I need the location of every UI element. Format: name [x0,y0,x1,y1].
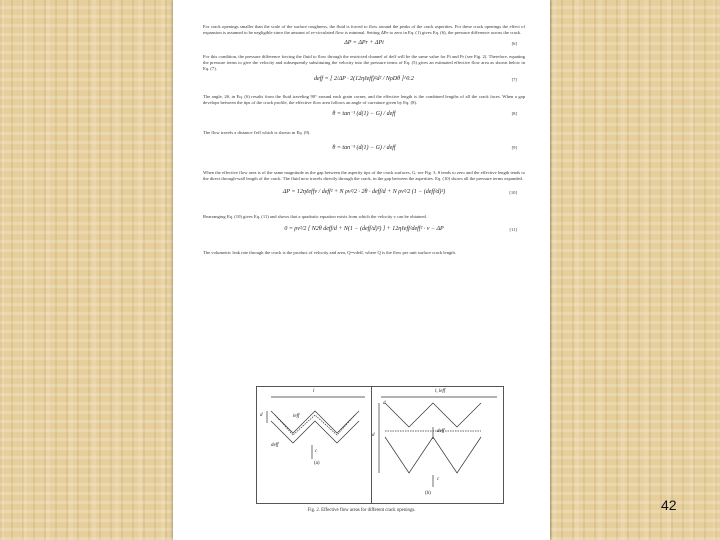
equation-8-number: [8] [511,111,517,116]
equation-11-text: 0 = ρv²/2 [ N2θ deff/d + N(1 − (deff/d)²) ] + 12ηℓeff/deff² · v − ΔP [284,226,444,232]
upper-crack-face-a [271,411,359,433]
paragraph-4: The flow travels a distance ℓeff which is shown in Eq. (9). [203,130,311,135]
equation-9-text: θ = tan⁻¹ (d(1) − G) / deff [332,145,396,151]
label-l: l [313,389,315,394]
label-d-right: d [372,433,375,438]
equation-11 [203,220,525,244]
figure-divider [371,387,372,503]
label-d-top: d [383,401,386,406]
equation-10 [203,182,525,208]
equation-11-number: [11] [509,227,517,232]
label-deff: deff [271,443,279,448]
equation-10-text: ΔP = 12ηℓeffv / deff² + N ρv²/2 · 2θ · deff/d + N ρv²/2 (1 − (deff/d)²) [282,189,446,195]
equation-8-text: θ = tan⁻¹ (d(1) − G) / deff [332,111,396,117]
paragraph-5: When the effective flow area is of the same magnitude as the gap between the asperity tips of the crack surfaces, G, see Fig. 3, θ tends to zero and the effective length tends to the direct through-wall length of the crack. The fluid now travels directly through the crack, in the gap between the asperities. Eq. (10) shows all the pressure terms expanded. [203,170,525,181]
effective-path-a [275,415,355,435]
label-leff: leff [293,414,300,419]
crack-figure [256,386,504,504]
equation-7-number: [7] [511,77,517,82]
label-a: (a) [314,461,320,466]
equation-6-number: [6] [511,41,517,46]
crack-diagram [257,387,503,503]
paragraph-2: For this condition, the pressure difference forcing the fluid to flow through the restricted channel of deff will be the same value for Pi and Pr (see Fig. 2). Therefore, equating the pressure terms to give the velocity and subsequently substituting the velocity into the pressure terms of Eq. (5) gives an estimated effective flow area as shown below in Eq. (7). [203,54,525,71]
slide-number: 42 [661,497,677,513]
document-page [173,0,550,540]
label-b: (b) [425,491,431,496]
page-content [203,24,525,256]
equation-7 [203,72,525,94]
equation-6-text: ΔP = ΔPr + ΔPi [344,40,384,46]
label-deff-right: deff [437,429,445,434]
label-l-leff: l, leff [435,389,446,394]
paragraph-6: Rearranging Eq. (10) gives Eq. (11) and shows that a quadratic equation exists from which the velocity v can be obtained. [203,214,427,219]
equation-10-number: [10] [509,190,517,195]
equation-7-text: deff = [ 2/ΔP · 2(12ηℓeff)²d² / NρDθ ]^0.2 [314,76,414,82]
label-d: d [260,413,263,418]
upper-crack-face-b [385,403,481,427]
paragraph-1: For crack openings smaller than the scale of the surface roughness, the fluid is forced to flow around the peaks of the crack asperities. For these crack openings the effect of expansion is assumed to be negligible since the amount of re-circulated flow is minimal. Setting ΔPe to zero in Eq. (1) gives Eq. (6), the pressure difference across the crack. [203,24,525,35]
paragraph-3: The angle, 2θ, in Eq. (6) results from the fluid traveling 90° around each grain corner, and the effective length is the combined lengths of all the crack faces. When a gap develops between the tips of the crack profile, the effective flow area follows an angle of curvature given by Eq. (8). [203,94,525,105]
label-c-right: c [437,477,440,482]
figure-caption: Fig. 2. Effective flow areas for different crack openings. [307,508,416,513]
equation-6 [203,36,525,54]
equation-9 [203,136,525,164]
paragraph-7: The volumetric leak rate through the crack is the product of velocity and area, Q=vdeff, where Q is the flow per unit surface crack length. [203,250,456,255]
label-c: c [315,449,318,454]
equation-9-number: [9] [511,145,517,150]
equation-8 [203,106,525,130]
lower-crack-face-b [385,437,481,473]
panel-b-drawing [379,397,497,487]
